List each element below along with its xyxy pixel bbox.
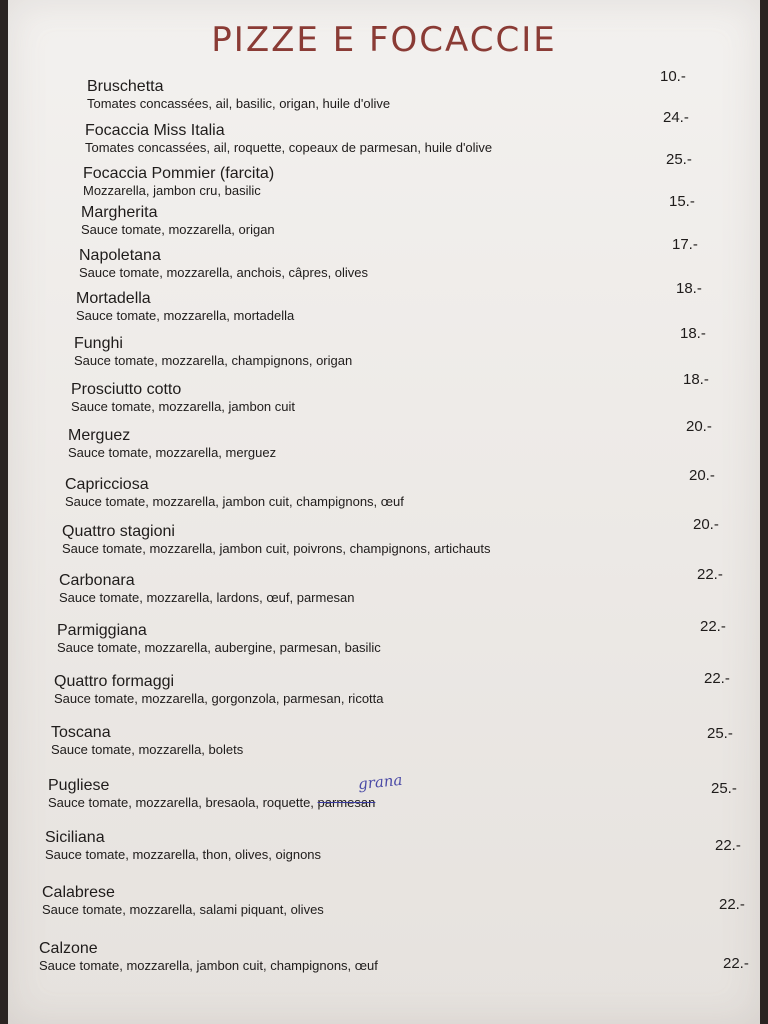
item-price: 22.- [697, 566, 723, 583]
item-desc: Sauce tomate, mozzarella, champignons, origan [74, 353, 353, 368]
item-price: 22.- [715, 837, 741, 854]
menu-item-focaccia-pommier [83, 164, 274, 199]
menu-page [8, 0, 760, 1024]
handwritten-correction: grana [357, 770, 404, 794]
item-desc: Sauce tomate, mozzarella, jambon cuit, champignons, œuf [65, 494, 404, 509]
item-name: Mortadella [76, 290, 151, 307]
item-price: 22.- [719, 896, 745, 913]
item-name: Funghi [74, 335, 123, 352]
menu-item-siciliana [45, 828, 321, 863]
item-desc: Sauce tomate, mozzarella, aubergine, parmesan, basilic [57, 640, 381, 655]
item-price: 10.- [660, 68, 686, 85]
item-price: 18.- [676, 280, 702, 297]
item-desc: Sauce tomate, mozzarella, origan [81, 222, 275, 237]
item-desc: Sauce tomate, mozzarella, anchois, câpres, olives [79, 265, 369, 280]
menu-item-margherita [81, 203, 275, 238]
item-name: Napoletana [79, 247, 161, 264]
item-name: Focaccia Miss Italia [85, 122, 225, 139]
menu-item-carbonara [59, 571, 355, 606]
item-name: Quattro stagioni [62, 523, 175, 540]
item-name: Margherita [81, 204, 158, 221]
item-price: 22.- [704, 670, 730, 687]
item-desc: Tomates concassées, ail, roquette, copeaux de parmesan, huile d'olive [85, 140, 493, 155]
item-desc-text: Sauce tomate, mozzarella, bresaola, roquette, [48, 795, 318, 810]
item-price: 18.- [680, 325, 706, 342]
item-name: Focaccia Pommier (farcita) [83, 165, 275, 182]
menu-item-pugliese [48, 776, 375, 811]
item-price: 24.- [663, 109, 689, 126]
item-price: 25.- [707, 725, 733, 742]
menu-item-prosciutto-cotto [71, 380, 295, 415]
item-price: 17.- [672, 236, 698, 253]
item-name: Pugliese [48, 777, 110, 794]
item-name: Quattro formaggi [54, 673, 175, 690]
item-desc: Sauce tomate, mozzarella, thon, olives, oignons [45, 847, 322, 862]
item-desc: Sauce tomate, mozzarella, mortadella [76, 308, 295, 323]
item-price: 15.- [669, 193, 695, 210]
menu-item-mortadella [76, 289, 294, 324]
menu-title: PIZZE E FOCACCIE [211, 20, 557, 60]
menu-item-focaccia-miss-italia [85, 121, 492, 156]
item-name: Siciliana [45, 829, 105, 846]
item-desc: Sauce tomate, mozzarella, lardons, œuf, parmesan [59, 590, 355, 605]
item-desc: Sauce tomate, mozzarella, gorgonzola, parmesan, ricotta [54, 691, 384, 706]
item-desc [48, 795, 375, 811]
item-desc: Tomates concassées, ail, basilic, origan, huile d'olive [87, 96, 391, 111]
item-name: Merguez [68, 427, 131, 444]
item-desc: Sauce tomate, mozzarella, jambon cuit, poivrons, champignons, artichauts [62, 541, 491, 556]
menu-item-parmiggiana [57, 621, 381, 656]
item-price: 20.- [693, 516, 719, 533]
item-name: Prosciutto cotto [71, 381, 182, 398]
menu-item-capricciosa [65, 475, 404, 510]
item-name: Carbonara [59, 572, 135, 589]
item-price: 25.- [666, 151, 692, 168]
item-name: Parmiggiana [57, 622, 147, 639]
item-desc: Sauce tomate, mozzarella, jambon cuit, champignons, œuf [39, 958, 378, 973]
menu-item-toscana [51, 723, 243, 758]
menu-item-bruschetta [87, 77, 390, 112]
item-price: 22.- [700, 618, 726, 635]
item-desc: Mozzarella, jambon cru, basilic [83, 183, 261, 198]
menu-item-napoletana [79, 246, 368, 281]
struck-ingredient: parmesan [317, 795, 376, 810]
menu-item-funghi [74, 334, 352, 369]
item-desc: Sauce tomate, mozzarella, bolets [51, 742, 244, 757]
item-name: Toscana [51, 724, 111, 741]
menu-item-quattro-stagioni [62, 522, 491, 557]
item-desc: Sauce tomate, mozzarella, merguez [68, 445, 277, 460]
menu-item-calabrese [42, 883, 324, 918]
item-name: Calabrese [42, 884, 115, 901]
item-name: Bruschetta [87, 78, 164, 95]
item-desc: Sauce tomate, mozzarella, salami piquant, olives [42, 902, 324, 917]
menu-item-calzone [39, 939, 378, 974]
item-price: 20.- [686, 418, 712, 435]
item-name: Calzone [39, 940, 98, 957]
item-price: 20.- [689, 467, 715, 484]
menu-item-merguez [68, 426, 276, 461]
item-price: 22.- [723, 955, 749, 972]
item-price: 18.- [683, 371, 709, 388]
menu-item-quattro-formaggi [54, 672, 384, 707]
item-price: 25.- [711, 780, 737, 797]
item-name: Capricciosa [65, 476, 149, 493]
item-desc: Sauce tomate, mozzarella, jambon cuit [71, 399, 295, 414]
